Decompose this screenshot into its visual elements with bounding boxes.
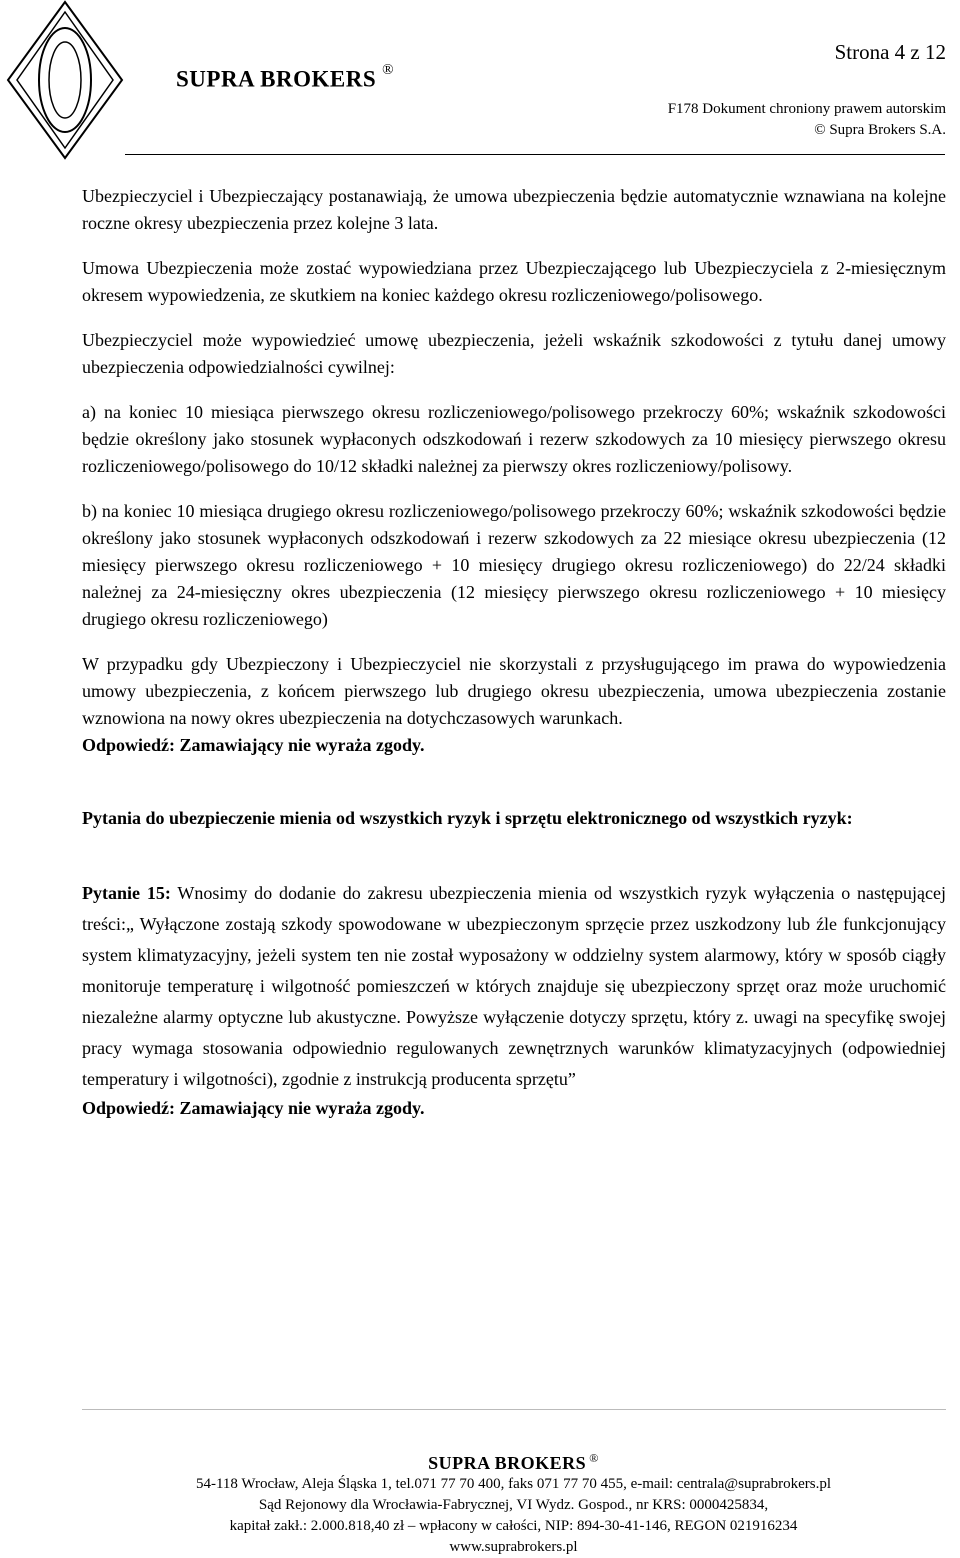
footer-divider — [82, 1409, 946, 1410]
header-divider — [125, 154, 945, 155]
question-text: Wnosimy do dodanie do zakresu ubezpieczenia mienia od wszystkich ryzyk wyłączenia o następującej treści:„ Wyłączone zostają szkody spowodowane w ubezpieczonym sprzęcie przez uszkodzony lub źle funkcjonujący system klimatyzacyjny, jeżeli system ten nie został wyposażony w oddzielny system alarmowy, który w sposób ciągły monitoruje temperaturę i wilgotność pomieszczeń w których znajduje się ubezpieczony sprzęt oraz może uruchomić niezależne alarmy optyczne lub akustyczne. Powyższe wyłączenie dotyczy sprzętu, który z. uwagi na specyfikę swojej pracy wymaga stosowania odpowiednio regulowanych zewnętrznych warunków klimatyzacyjnych (odpowiedniej temperatury i wilgotności), zgodnie z instrukcją producenta sprzętu” — [82, 883, 947, 1089]
page-number: Strona 4 z 12 — [834, 40, 946, 64]
paragraph-condition-b: b) na koniec 10 miesiąca drugiego okresu rozliczeniowego/polisowego przekroczy 60%; wskaźnik szkodowości będzie określony jako stosunek wypłaconych odszkodowań i rezerw szkodowych za 22 miesiące okresu ubezpieczenia (12 miesięcy pierwszego okresu rozliczeniowego + 10 miesięcy drugiego okresu rozliczeniowego) do 22/24 składki należnej za 24-miesięczny okres ubezpieczenia (12 miesięcy pierwszego okresu rozliczeniowego + 10 miesięcy drugiego okresu rozliczeniowego) — [82, 501, 946, 629]
header-brand: SUPRA BROKERS ® — [176, 62, 395, 92]
paragraph-renewal: Ubezpieczyciel i Ubezpieczający postanawiają, że umowa ubezpieczenia będzie automatycznie wznawiana na kolejne roczne okresy ubezpieczenia przez kolejne 3 lata. — [82, 186, 946, 233]
footer-brand: SUPRA BROKERS ® — [428, 1451, 599, 1473]
footer-address: 54-118 Wrocław, Aleja Śląska 1, tel.071 77 70 400, faks 071 77 70 455, e-mail: centrala@suprabrokers.pl — [195, 1476, 831, 1492]
answer-text: Odpowiedź: Zamawiający nie wyraża zgody. — [82, 1098, 425, 1118]
answer-text: Odpowiedź: Zamawiający nie wyraża zgody. — [82, 735, 425, 755]
paragraph-loss-ratio-intro: Ubezpieczyciel może wypowiedzieć umowę ubezpieczenia, jeżeli wskaźnik szkodowości z tytułu danej umowy ubezpieczenia odpowiedzialności cywilnej: — [82, 330, 946, 377]
paragraph-condition-a: a) na koniec 10 miesiąca pierwszego okresu rozliczeniowego/polisowego przekroczy 60%; wskaźnik szkodowości będzie określony jako stosunek wypłaconych odszkodowań i rezerw szkodowych za 10 miesięcy pierwszego okresu rozliczeniowego/polisowego do 10/12 składki należnej za pierwszy okres rozliczeniowy/polisowy. — [82, 402, 946, 476]
document-body — [82, 183, 946, 1122]
paragraph-renewal-conditions: W przypadku gdy Ubezpieczony i Ubezpieczyciel nie skorzystali z przysługującego im prawa do wypowiedzenia umowy ubezpieczenia, z końcem pierwszego lub drugiego okresu ubezpieczenia, umowa ubezpieczenia zostanie wznowiona na nowy okres ubezpieczenia na dotychczasowych warunkach. — [82, 654, 946, 728]
doc-protection-note: F178 Dokument chroniony prawem autorskim — [667, 101, 946, 117]
paragraph-termination: Umowa Ubezpieczenia może zostać wypowiedziana przez Ubezpieczającego lub Ubezpieczyciela z 2-miesięcznym okresem wypowiedzenia, ze skutkiem na koniec każdego okresu rozliczeniowego/polisowego. — [82, 258, 946, 305]
question-15 — [82, 878, 946, 1095]
footer — [0, 1448, 960, 1558]
footer-court: Sąd Rejonowy dla Wrocławia-Fabrycznej, VI Wydz. Gospod., nr KRS: 0000425834, — [258, 1497, 769, 1513]
footer-capital: kapitał zakł.: 2.000.818,40 zł – wpłacony w całości, NIP: 894-30-41-146, REGON 021916234 — [229, 1518, 798, 1534]
section-heading: Pytania do ubezpieczenie mienia od wszystkich ryzyk i sprzętu elektronicznego od wszystkich ryzyk: — [82, 808, 853, 828]
supra-brokers-logo-icon — [0, 0, 130, 160]
question-label: Pytanie 15: — [82, 883, 171, 903]
document-info — [668, 99, 946, 141]
copyright-note: © Supra Brokers S.A. — [814, 122, 946, 138]
footer-website: www.suprabrokers.pl — [449, 1539, 578, 1555]
